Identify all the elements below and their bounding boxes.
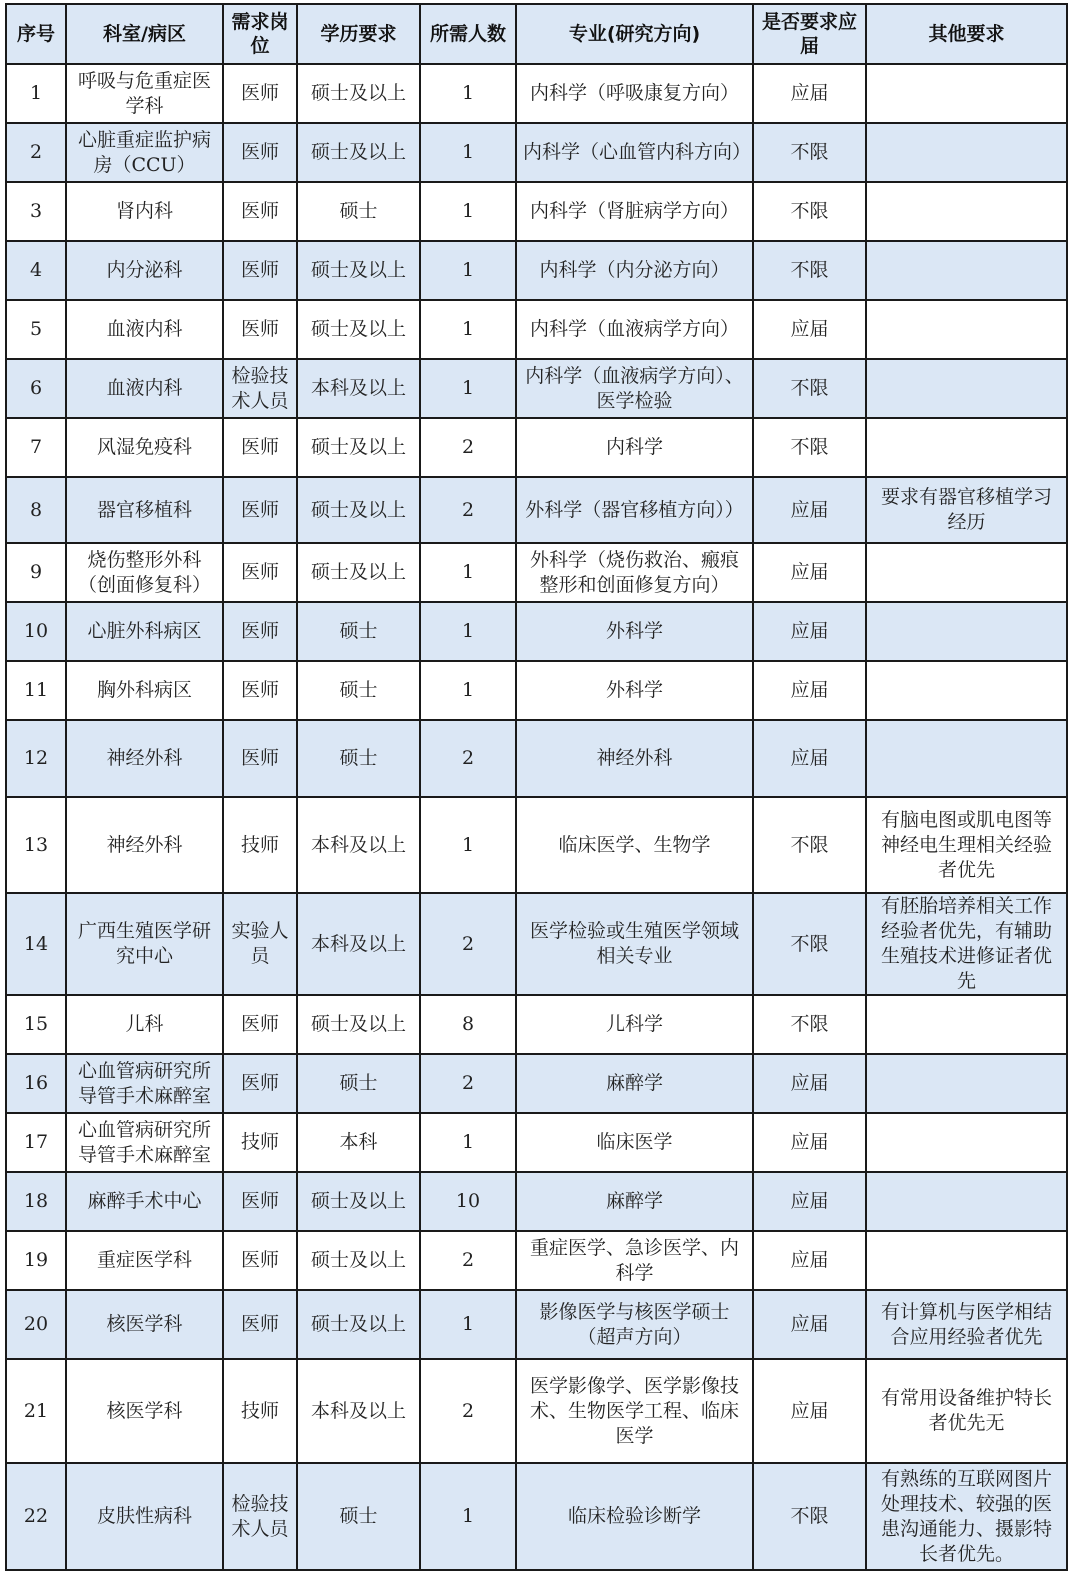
cell-headcount: 1 <box>420 1290 516 1359</box>
cell-education: 本科及以上 <box>297 797 420 893</box>
cell-fresh-graduate: 不限 <box>753 241 866 300</box>
table-row <box>6 418 1067 477</box>
cell-position: 检验技术人员 <box>223 1463 297 1570</box>
cell-other-requirements <box>866 241 1067 300</box>
cell-education: 硕士 <box>297 1054 420 1113</box>
cell-index: 6 <box>6 359 66 418</box>
cell-major: 内科学（心血管内科方向） <box>516 123 753 182</box>
cell-education: 硕士及以上 <box>297 1231 420 1290</box>
cell-department: 心脏外科病区 <box>66 602 223 661</box>
cell-fresh-graduate: 应届 <box>753 1290 866 1359</box>
cell-position: 医师 <box>223 182 297 241</box>
cell-education: 硕士及以上 <box>297 300 420 359</box>
header-row <box>6 4 1067 64</box>
table-row <box>6 182 1067 241</box>
cell-index: 17 <box>6 1113 66 1172</box>
cell-department: 核医学科 <box>66 1290 223 1359</box>
cell-major: 内科学（肾脏病学方向） <box>516 182 753 241</box>
cell-position: 技师 <box>223 797 297 893</box>
recruitment-table-container <box>5 3 1068 1571</box>
cell-major: 内科学（内分泌方向） <box>516 241 753 300</box>
recruitment-table <box>5 3 1068 1571</box>
cell-fresh-graduate: 不限 <box>753 123 866 182</box>
cell-major: 内科学（血液病学方向） <box>516 300 753 359</box>
cell-fresh-graduate: 不限 <box>753 893 866 995</box>
cell-index: 5 <box>6 300 66 359</box>
cell-headcount: 2 <box>420 418 516 477</box>
cell-index: 9 <box>6 543 66 602</box>
cell-major: 儿科学 <box>516 995 753 1054</box>
cell-position: 医师 <box>223 1172 297 1231</box>
cell-headcount: 2 <box>420 720 516 797</box>
cell-major: 内科学（血液病学方向）、医学检验 <box>516 359 753 418</box>
cell-education: 硕士及以上 <box>297 123 420 182</box>
cell-index: 2 <box>6 123 66 182</box>
cell-other-requirements <box>866 720 1067 797</box>
header-position: 需求岗位 <box>223 4 297 64</box>
cell-education: 硕士及以上 <box>297 64 420 123</box>
header-department: 科室/病区 <box>66 4 223 64</box>
cell-headcount: 1 <box>420 797 516 893</box>
cell-department: 血液内科 <box>66 300 223 359</box>
cell-education: 硕士及以上 <box>297 418 420 477</box>
table-row <box>6 1290 1067 1359</box>
cell-department: 儿科 <box>66 995 223 1054</box>
table-row <box>6 477 1067 543</box>
cell-fresh-graduate: 应届 <box>753 1054 866 1113</box>
cell-other-requirements <box>866 300 1067 359</box>
cell-other-requirements <box>866 359 1067 418</box>
cell-department: 肾内科 <box>66 182 223 241</box>
cell-education: 硕士及以上 <box>297 1290 420 1359</box>
cell-index: 4 <box>6 241 66 300</box>
cell-position: 技师 <box>223 1359 297 1463</box>
cell-index: 22 <box>6 1463 66 1570</box>
cell-major: 外科学（烧伤救治、瘢痕整形和创面修复方向） <box>516 543 753 602</box>
cell-headcount: 2 <box>420 893 516 995</box>
cell-headcount: 10 <box>420 1172 516 1231</box>
table-row <box>6 1231 1067 1290</box>
cell-headcount: 1 <box>420 241 516 300</box>
cell-headcount: 8 <box>420 995 516 1054</box>
cell-other-requirements <box>866 64 1067 123</box>
cell-fresh-graduate: 应届 <box>753 661 866 720</box>
cell-other-requirements <box>866 661 1067 720</box>
cell-position: 医师 <box>223 1290 297 1359</box>
cell-headcount: 1 <box>420 661 516 720</box>
table-row <box>6 602 1067 661</box>
cell-headcount: 2 <box>420 1359 516 1463</box>
cell-position: 医师 <box>223 661 297 720</box>
cell-department: 烧伤整形外科（创面修复科） <box>66 543 223 602</box>
cell-other-requirements <box>866 1113 1067 1172</box>
cell-major: 影像医学与核医学硕士（超声方向） <box>516 1290 753 1359</box>
cell-other-requirements: 有脑电图或肌电图等神经电生理相关经验者优先 <box>866 797 1067 893</box>
cell-position: 技师 <box>223 1113 297 1172</box>
cell-education: 硕士 <box>297 182 420 241</box>
cell-position: 医师 <box>223 995 297 1054</box>
cell-other-requirements: 有胚胎培养相关工作经验者优先，有辅助生殖技术进修证者优先 <box>866 893 1067 995</box>
cell-position: 医师 <box>223 477 297 543</box>
cell-position: 医师 <box>223 64 297 123</box>
cell-education: 硕士及以上 <box>297 477 420 543</box>
cell-department: 心血管病研究所导管手术麻醉室 <box>66 1113 223 1172</box>
cell-other-requirements <box>866 1054 1067 1113</box>
cell-fresh-graduate: 应届 <box>753 1231 866 1290</box>
cell-education: 硕士及以上 <box>297 543 420 602</box>
cell-education: 硕士 <box>297 661 420 720</box>
cell-major: 临床医学、生物学 <box>516 797 753 893</box>
cell-education: 本科及以上 <box>297 893 420 995</box>
header-fresh-graduate: 是否要求应届 <box>753 4 866 64</box>
cell-department: 重症医学科 <box>66 1231 223 1290</box>
header-index: 序号 <box>6 4 66 64</box>
cell-index: 13 <box>6 797 66 893</box>
cell-position: 医师 <box>223 1231 297 1290</box>
cell-headcount: 1 <box>420 543 516 602</box>
header-major: 专业(研究方向) <box>516 4 753 64</box>
cell-other-requirements <box>866 1172 1067 1231</box>
cell-other-requirements: 有熟练的互联网图片处理技术、较强的医患沟通能力、摄影特长者优先。 <box>866 1463 1067 1570</box>
table-row <box>6 995 1067 1054</box>
cell-education: 本科及以上 <box>297 359 420 418</box>
cell-headcount: 2 <box>420 1054 516 1113</box>
cell-index: 15 <box>6 995 66 1054</box>
cell-fresh-graduate: 应届 <box>753 720 866 797</box>
cell-department: 血液内科 <box>66 359 223 418</box>
table-row <box>6 64 1067 123</box>
cell-position: 医师 <box>223 123 297 182</box>
cell-department: 心脏重症监护病房（CCU） <box>66 123 223 182</box>
table-row <box>6 1463 1067 1570</box>
cell-department: 风湿免疫科 <box>66 418 223 477</box>
cell-major: 外科学 <box>516 602 753 661</box>
cell-major: 临床检验诊断学 <box>516 1463 753 1570</box>
cell-index: 12 <box>6 720 66 797</box>
table-row <box>6 300 1067 359</box>
table-row <box>6 1113 1067 1172</box>
table-row <box>6 543 1067 602</box>
cell-education: 硕士及以上 <box>297 1172 420 1231</box>
table-row <box>6 359 1067 418</box>
cell-headcount: 1 <box>420 602 516 661</box>
cell-major: 神经外科 <box>516 720 753 797</box>
cell-other-requirements: 有计算机与医学相结合应用经验者优先 <box>866 1290 1067 1359</box>
cell-department: 心血管病研究所导管手术麻醉室 <box>66 1054 223 1113</box>
cell-position: 检验技术人员 <box>223 359 297 418</box>
cell-department: 广西生殖医学研究中心 <box>66 893 223 995</box>
table-row <box>6 797 1067 893</box>
cell-department: 器官移植科 <box>66 477 223 543</box>
cell-education: 硕士及以上 <box>297 995 420 1054</box>
cell-education: 硕士 <box>297 1463 420 1570</box>
cell-fresh-graduate: 应届 <box>753 1113 866 1172</box>
table-row <box>6 1172 1067 1231</box>
cell-index: 14 <box>6 893 66 995</box>
cell-headcount: 2 <box>420 1231 516 1290</box>
table-row <box>6 893 1067 995</box>
cell-index: 3 <box>6 182 66 241</box>
cell-major: 内科学 <box>516 418 753 477</box>
cell-position: 医师 <box>223 241 297 300</box>
table-row <box>6 123 1067 182</box>
cell-other-requirements <box>866 995 1067 1054</box>
cell-position: 医师 <box>223 720 297 797</box>
cell-headcount: 1 <box>420 359 516 418</box>
cell-fresh-graduate: 不限 <box>753 359 866 418</box>
cell-education: 硕士 <box>297 720 420 797</box>
cell-education: 硕士 <box>297 602 420 661</box>
cell-major: 医学检验或生殖医学领域相关专业 <box>516 893 753 995</box>
cell-major: 麻醉学 <box>516 1054 753 1113</box>
cell-major: 外科学 <box>516 661 753 720</box>
cell-fresh-graduate: 不限 <box>753 797 866 893</box>
cell-index: 20 <box>6 1290 66 1359</box>
cell-index: 19 <box>6 1231 66 1290</box>
cell-headcount: 1 <box>420 182 516 241</box>
cell-other-requirements <box>866 1231 1067 1290</box>
cell-headcount: 1 <box>420 300 516 359</box>
cell-headcount: 1 <box>420 1113 516 1172</box>
cell-other-requirements: 有常用设备维护特长者优先无 <box>866 1359 1067 1463</box>
cell-department: 胸外科病区 <box>66 661 223 720</box>
table-row <box>6 1359 1067 1463</box>
cell-other-requirements <box>866 418 1067 477</box>
cell-major: 重症医学、急诊医学、内科学 <box>516 1231 753 1290</box>
cell-major: 医学影像学、医学影像技术、生物医学工程、临床医学 <box>516 1359 753 1463</box>
header-other-requirements: 其他要求 <box>866 4 1067 64</box>
header-education: 学历要求 <box>297 4 420 64</box>
cell-fresh-graduate: 应届 <box>753 543 866 602</box>
table-row <box>6 720 1067 797</box>
cell-index: 10 <box>6 602 66 661</box>
cell-fresh-graduate: 应届 <box>753 300 866 359</box>
cell-index: 1 <box>6 64 66 123</box>
cell-headcount: 1 <box>420 64 516 123</box>
cell-fresh-graduate: 应届 <box>753 1172 866 1231</box>
cell-major: 外科学（器官移植方向）） <box>516 477 753 543</box>
cell-fresh-graduate: 应届 <box>753 477 866 543</box>
cell-department: 麻醉手术中心 <box>66 1172 223 1231</box>
table-row <box>6 661 1067 720</box>
cell-fresh-graduate: 应届 <box>753 64 866 123</box>
cell-department: 呼吸与危重症医学科 <box>66 64 223 123</box>
cell-major: 临床医学 <box>516 1113 753 1172</box>
cell-education: 本科 <box>297 1113 420 1172</box>
cell-other-requirements <box>866 543 1067 602</box>
cell-other-requirements <box>866 123 1067 182</box>
cell-position: 医师 <box>223 300 297 359</box>
cell-major: 内科学（呼吸康复方向） <box>516 64 753 123</box>
cell-education: 硕士及以上 <box>297 241 420 300</box>
cell-headcount: 2 <box>420 477 516 543</box>
cell-index: 18 <box>6 1172 66 1231</box>
cell-headcount: 1 <box>420 123 516 182</box>
cell-fresh-graduate: 应届 <box>753 1359 866 1463</box>
cell-education: 本科及以上 <box>297 1359 420 1463</box>
cell-index: 7 <box>6 418 66 477</box>
cell-position: 医师 <box>223 602 297 661</box>
cell-position: 实验人员 <box>223 893 297 995</box>
cell-fresh-graduate: 不限 <box>753 182 866 241</box>
cell-fresh-graduate: 不限 <box>753 995 866 1054</box>
cell-fresh-graduate: 不限 <box>753 1463 866 1570</box>
cell-fresh-graduate: 不限 <box>753 418 866 477</box>
cell-position: 医师 <box>223 1054 297 1113</box>
header-headcount: 所需人数 <box>420 4 516 64</box>
cell-headcount: 1 <box>420 1463 516 1570</box>
cell-department: 皮肤性病科 <box>66 1463 223 1570</box>
cell-department: 核医学科 <box>66 1359 223 1463</box>
cell-other-requirements: 要求有器官移植学习经历 <box>866 477 1067 543</box>
cell-position: 医师 <box>223 543 297 602</box>
cell-department: 神经外科 <box>66 720 223 797</box>
cell-department: 神经外科 <box>66 797 223 893</box>
table-row <box>6 241 1067 300</box>
cell-index: 11 <box>6 661 66 720</box>
cell-index: 21 <box>6 1359 66 1463</box>
cell-fresh-graduate: 应届 <box>753 602 866 661</box>
cell-position: 医师 <box>223 418 297 477</box>
cell-index: 16 <box>6 1054 66 1113</box>
cell-department: 内分泌科 <box>66 241 223 300</box>
cell-index: 8 <box>6 477 66 543</box>
cell-major: 麻醉学 <box>516 1172 753 1231</box>
cell-other-requirements <box>866 182 1067 241</box>
table-row <box>6 1054 1067 1113</box>
cell-other-requirements <box>866 602 1067 661</box>
